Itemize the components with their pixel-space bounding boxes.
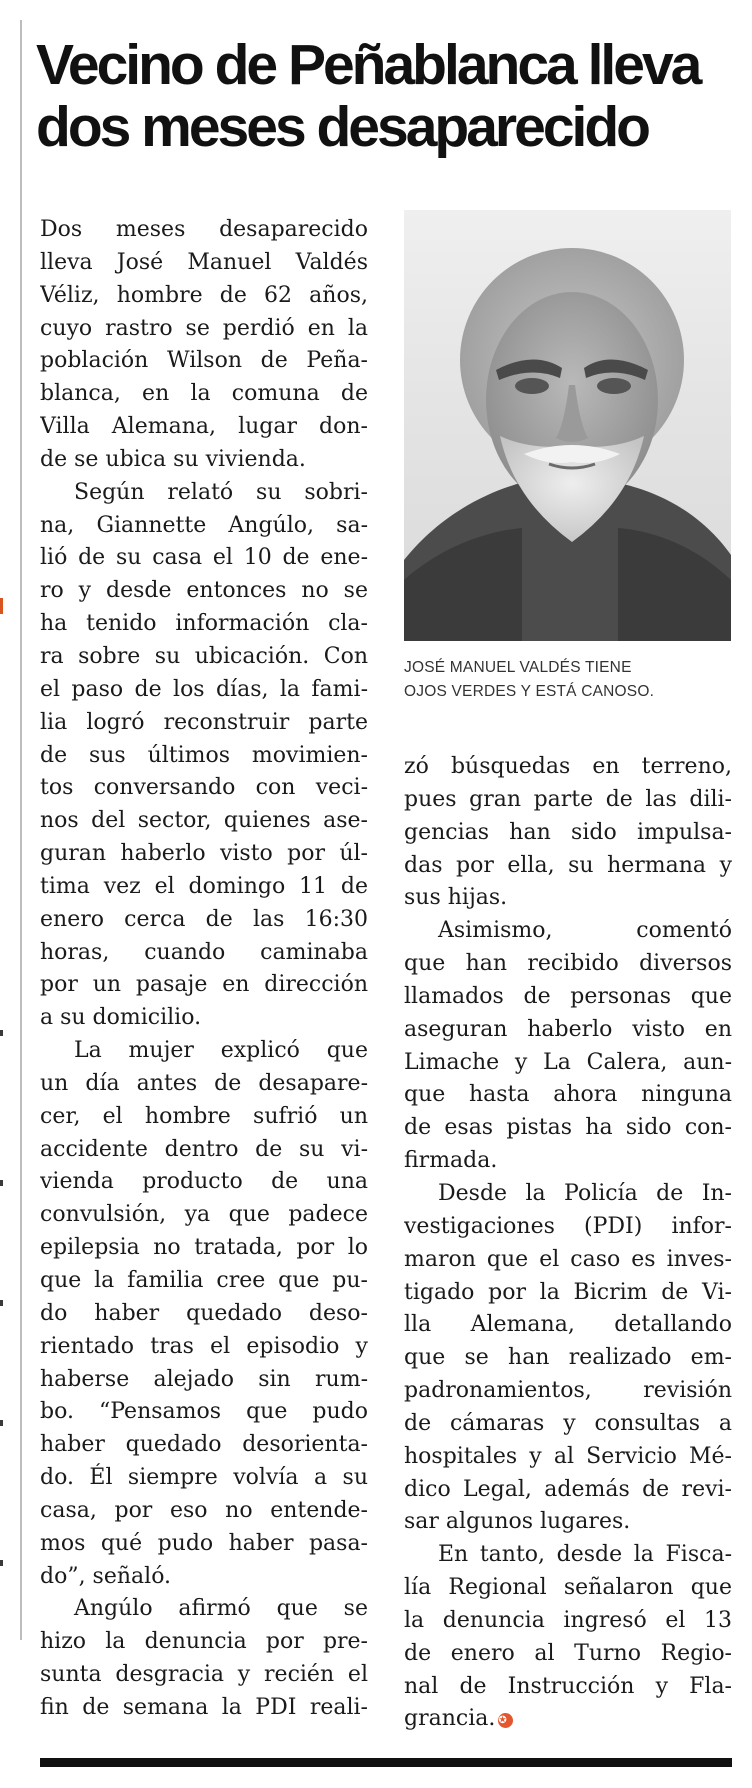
- text-line: das por ella, su hermana y: [404, 852, 732, 878]
- headline-line: Vecino de Peñablanca lleva: [36, 33, 700, 97]
- text-line: Véliz, hombre de 62 años,: [40, 282, 368, 308]
- text-line: haber quedado desorienta-: [40, 1432, 368, 1458]
- text-line: casa, por eso no entende-: [40, 1497, 368, 1523]
- text-line: de se ubica su vivienda.: [40, 446, 306, 472]
- text-line: el paso de los días, la fami-: [40, 676, 368, 702]
- bottom-rule: [40, 1758, 732, 1767]
- photo-caption: [404, 656, 734, 704]
- text-line: blanca, en la comuna de: [40, 381, 368, 407]
- text-line: sar algunos lugares.: [404, 1509, 631, 1535]
- text-line: un día antes de desapare-: [40, 1070, 368, 1096]
- text-line: pues gran parte de las dili-: [404, 786, 732, 812]
- margin-tick: [0, 1300, 3, 1306]
- article-column-right: [404, 751, 732, 1736]
- text-line: llamados de personas que: [404, 983, 732, 1009]
- text-line: rientado tras el episodio y: [40, 1333, 368, 1359]
- text-line: La mujer explicó que: [74, 1038, 368, 1064]
- text-line: de esas pistas ha sido con-: [404, 1115, 732, 1141]
- newspaper-end-mark-icon: ✪: [498, 1713, 513, 1728]
- text-line: hospitales y al Servicio Mé-: [404, 1443, 732, 1469]
- text-line: haberse alejado sin rum-: [40, 1366, 368, 1392]
- text-line: padronamientos, revisión: [404, 1378, 732, 1404]
- text-line: Desde la Policía de In-: [438, 1180, 732, 1206]
- text-line: tos conversando con veci-: [40, 775, 368, 801]
- headline-line: dos meses desaparecido: [36, 95, 648, 159]
- text-line: firmada.: [404, 1148, 498, 1174]
- portrait-photo: [404, 210, 731, 641]
- text-line: epilepsia no tratada, por lo: [40, 1235, 368, 1261]
- text-line: nos del sector, quienes ase-: [40, 808, 368, 834]
- text-line: guran haberlo visto por úl-: [40, 841, 368, 867]
- text-line: que hasta ahora ninguna: [404, 1082, 732, 1108]
- text-line: a su domicilio.: [40, 1005, 202, 1031]
- text-line: de sus últimos movimien-: [40, 742, 368, 768]
- text-line: vienda producto de una: [40, 1169, 368, 1195]
- text-line: Angúlo afirmó que se: [74, 1596, 368, 1622]
- text-line: lió de su casa el 10 de ene-: [40, 545, 368, 571]
- text-line: que han recibido diversos: [404, 951, 732, 977]
- text-line: lía Regional señalaron que: [404, 1575, 732, 1601]
- text-line: En tanto, desde la Fisca-: [438, 1542, 732, 1568]
- text-line: bo. “Pensamos que pudo: [40, 1399, 368, 1425]
- text-line: la denuncia ingresó el 13: [404, 1607, 732, 1633]
- text-line: do. Él siempre volvía a su: [40, 1465, 368, 1491]
- text-line-content: grancia.: [404, 1706, 496, 1732]
- text-line: hizo la denuncia por pre-: [40, 1629, 368, 1655]
- margin-tick: [0, 1560, 3, 1566]
- text-line: maron que el caso es inves-: [404, 1246, 732, 1272]
- text-line: na, Giannette Angúlo, sa-: [40, 512, 368, 538]
- margin-tick: [0, 1030, 3, 1036]
- text-line: ro y desde entonces no se: [40, 578, 368, 604]
- text-line: ha tenido información cla-: [40, 611, 368, 637]
- margin-tick: [0, 1180, 3, 1186]
- text-line: población Wilson de Peña-: [40, 348, 368, 374]
- text-line: tigado por la Bicrim de Vi-: [404, 1279, 732, 1305]
- text-line: sunta desgracia y recién el: [40, 1662, 368, 1688]
- text-line: tima vez el domingo 11 de: [40, 873, 368, 899]
- text-line: [404, 1703, 732, 1736]
- text-line: de enero al Turno Regio-: [404, 1640, 732, 1666]
- text-line: lla Alemana, detallando: [404, 1312, 732, 1338]
- text-line: lleva José Manuel Valdés: [40, 249, 368, 275]
- text-line: lia logró reconstruir parte: [40, 709, 368, 735]
- text-line: enero cerca de las 16:30: [40, 906, 368, 932]
- text-line: dico Legal, además de revi-: [404, 1476, 732, 1502]
- text-line: cer, el hombre sufrió un: [40, 1103, 368, 1129]
- text-line: vestigaciones (PDI) infor-: [404, 1213, 732, 1239]
- text-line: Según relató su sobri-: [74, 479, 368, 505]
- text-line: Villa Alemana, lugar don-: [40, 414, 368, 440]
- text-line: Asimismo, comentó: [438, 918, 732, 944]
- article-column-left: [40, 214, 368, 1725]
- text-line: cuyo rastro se perdió en la: [40, 315, 368, 341]
- text-line: que la familia cree que pu-: [40, 1268, 368, 1293]
- text-line: que se han realizado em-: [404, 1345, 732, 1371]
- text-line: Limache y La Calera, aun-: [404, 1049, 732, 1075]
- text-line: aseguran haberlo visto en: [404, 1016, 732, 1042]
- text-line: convulsión, ya que padece: [40, 1202, 368, 1228]
- text-line: sus hijas.: [404, 885, 508, 911]
- headline: [36, 34, 736, 158]
- caption-line: JOSÉ MANUEL VALDÉS TIENE: [404, 659, 632, 676]
- left-margin-rule: [20, 20, 22, 1640]
- section-marker: [0, 598, 3, 614]
- text-line: zó búsquedas en terreno,: [404, 754, 732, 779]
- text-line: horas, cuando caminaba: [40, 939, 368, 965]
- caption-line: OJOS VERDES Y ESTÁ CANOSO.: [404, 683, 655, 700]
- text-line: fin de semana la PDI reali-: [40, 1694, 368, 1720]
- text-line: mos qué pudo haber pasa-: [40, 1530, 368, 1556]
- text-line: gencias han sido impulsa-: [404, 819, 732, 845]
- text-line: do haber quedado deso-: [40, 1300, 368, 1326]
- text-line: por un pasaje en dirección: [40, 972, 368, 998]
- text-line: Dos meses desaparecido: [40, 217, 368, 242]
- text-line: ra sobre su ubicación. Con: [40, 643, 368, 669]
- text-line: do”, señaló.: [40, 1563, 172, 1589]
- margin-tick: [0, 1420, 3, 1426]
- text-line: accidente dentro de su vi-: [40, 1136, 368, 1162]
- text-line: de cámaras y consultas a: [404, 1410, 732, 1436]
- text-line: nal de Instrucción y Fla-: [404, 1673, 732, 1699]
